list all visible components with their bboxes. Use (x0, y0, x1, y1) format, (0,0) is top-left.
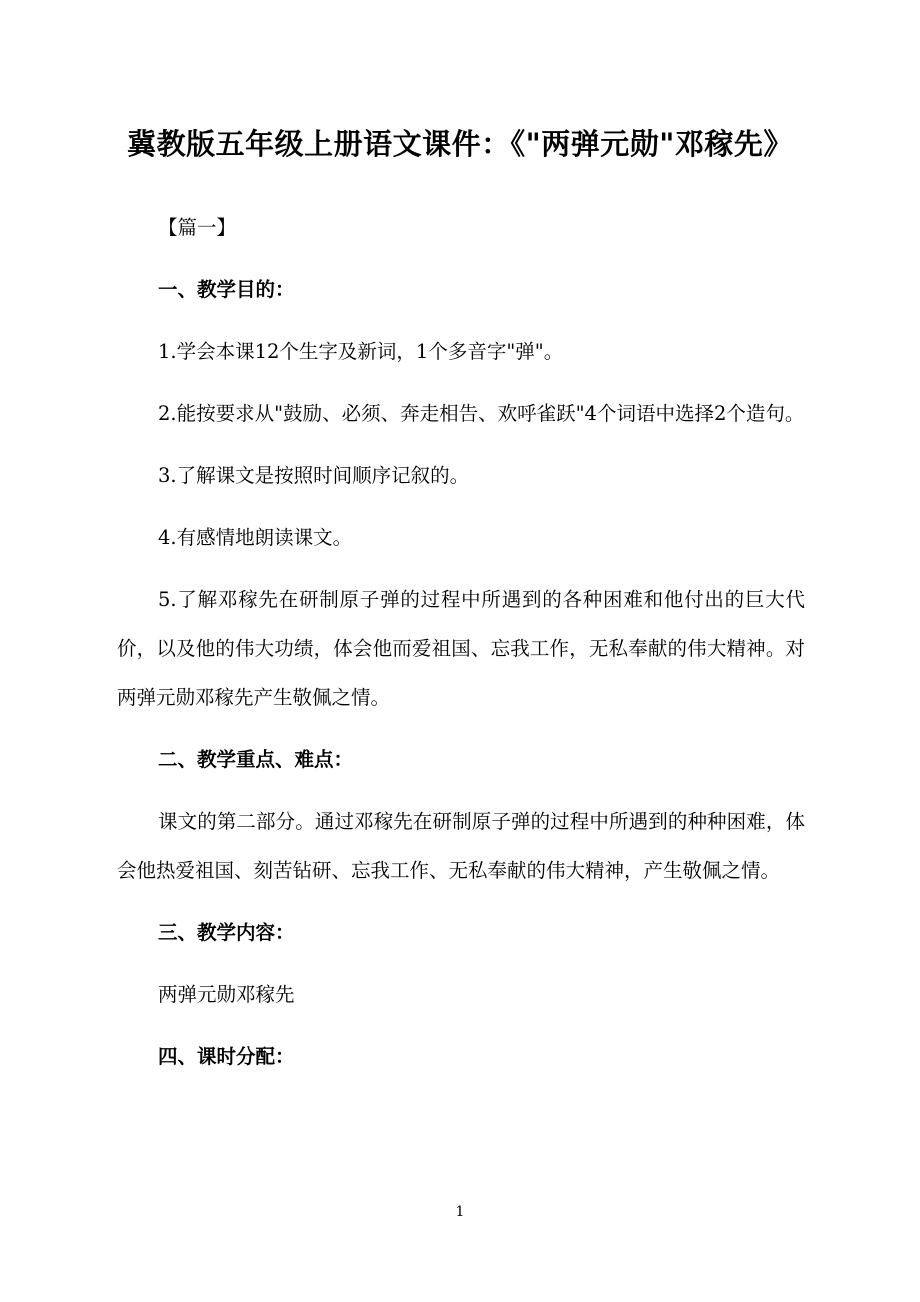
document-title: 冀教版五年级上册语文课件：《"两弹元勋"邓稼先》 (127, 127, 793, 161)
goal-item: 5.了解邓稼先在研制原子弹的过程中所遇到的各种困难和他付出的巨大代价，以及他的伟大功绩，体会他而爱祖国、忘我工作，无私奉献的伟大精神。对两弹元勋邓稼先产生敬佩之情。 (117, 588, 805, 709)
goal-item: 3.了解课文是按照时间顺序记叙的。 (158, 464, 470, 487)
paragraph: 两弹元勋邓稼先 (158, 983, 295, 1006)
paragraph: 课文的第二部分。通过邓稼先在研制原子弹的过程中所遇到的种种困难，体会他热爱祖国、刻苦钻研、忘我工作、无私奉献的伟大精神，产生敬佩之情。 (117, 810, 805, 882)
page-number: 1 (455, 1204, 465, 1220)
heading-teaching-goals: 一、教学目的： (158, 278, 295, 301)
heading-key-points: 二、教学重点、难点： (158, 748, 354, 771)
section-label: 【篇一】 (158, 216, 237, 239)
heading-schedule: 四、课时分配： (158, 1045, 295, 1068)
document-body (117, 203, 805, 1094)
goal-item: 1.学会本课12个生字及新词，1个多音字"弹"。 (158, 340, 564, 363)
goal-item: 4.有感情地朗读课文。 (158, 526, 353, 549)
goal-item: 2.能按要求从"鼓励、必须、奔走相告、欢呼雀跃"4个词语中选择2个造句。 (158, 402, 805, 425)
heading-content: 三、教学内容： (158, 921, 295, 944)
